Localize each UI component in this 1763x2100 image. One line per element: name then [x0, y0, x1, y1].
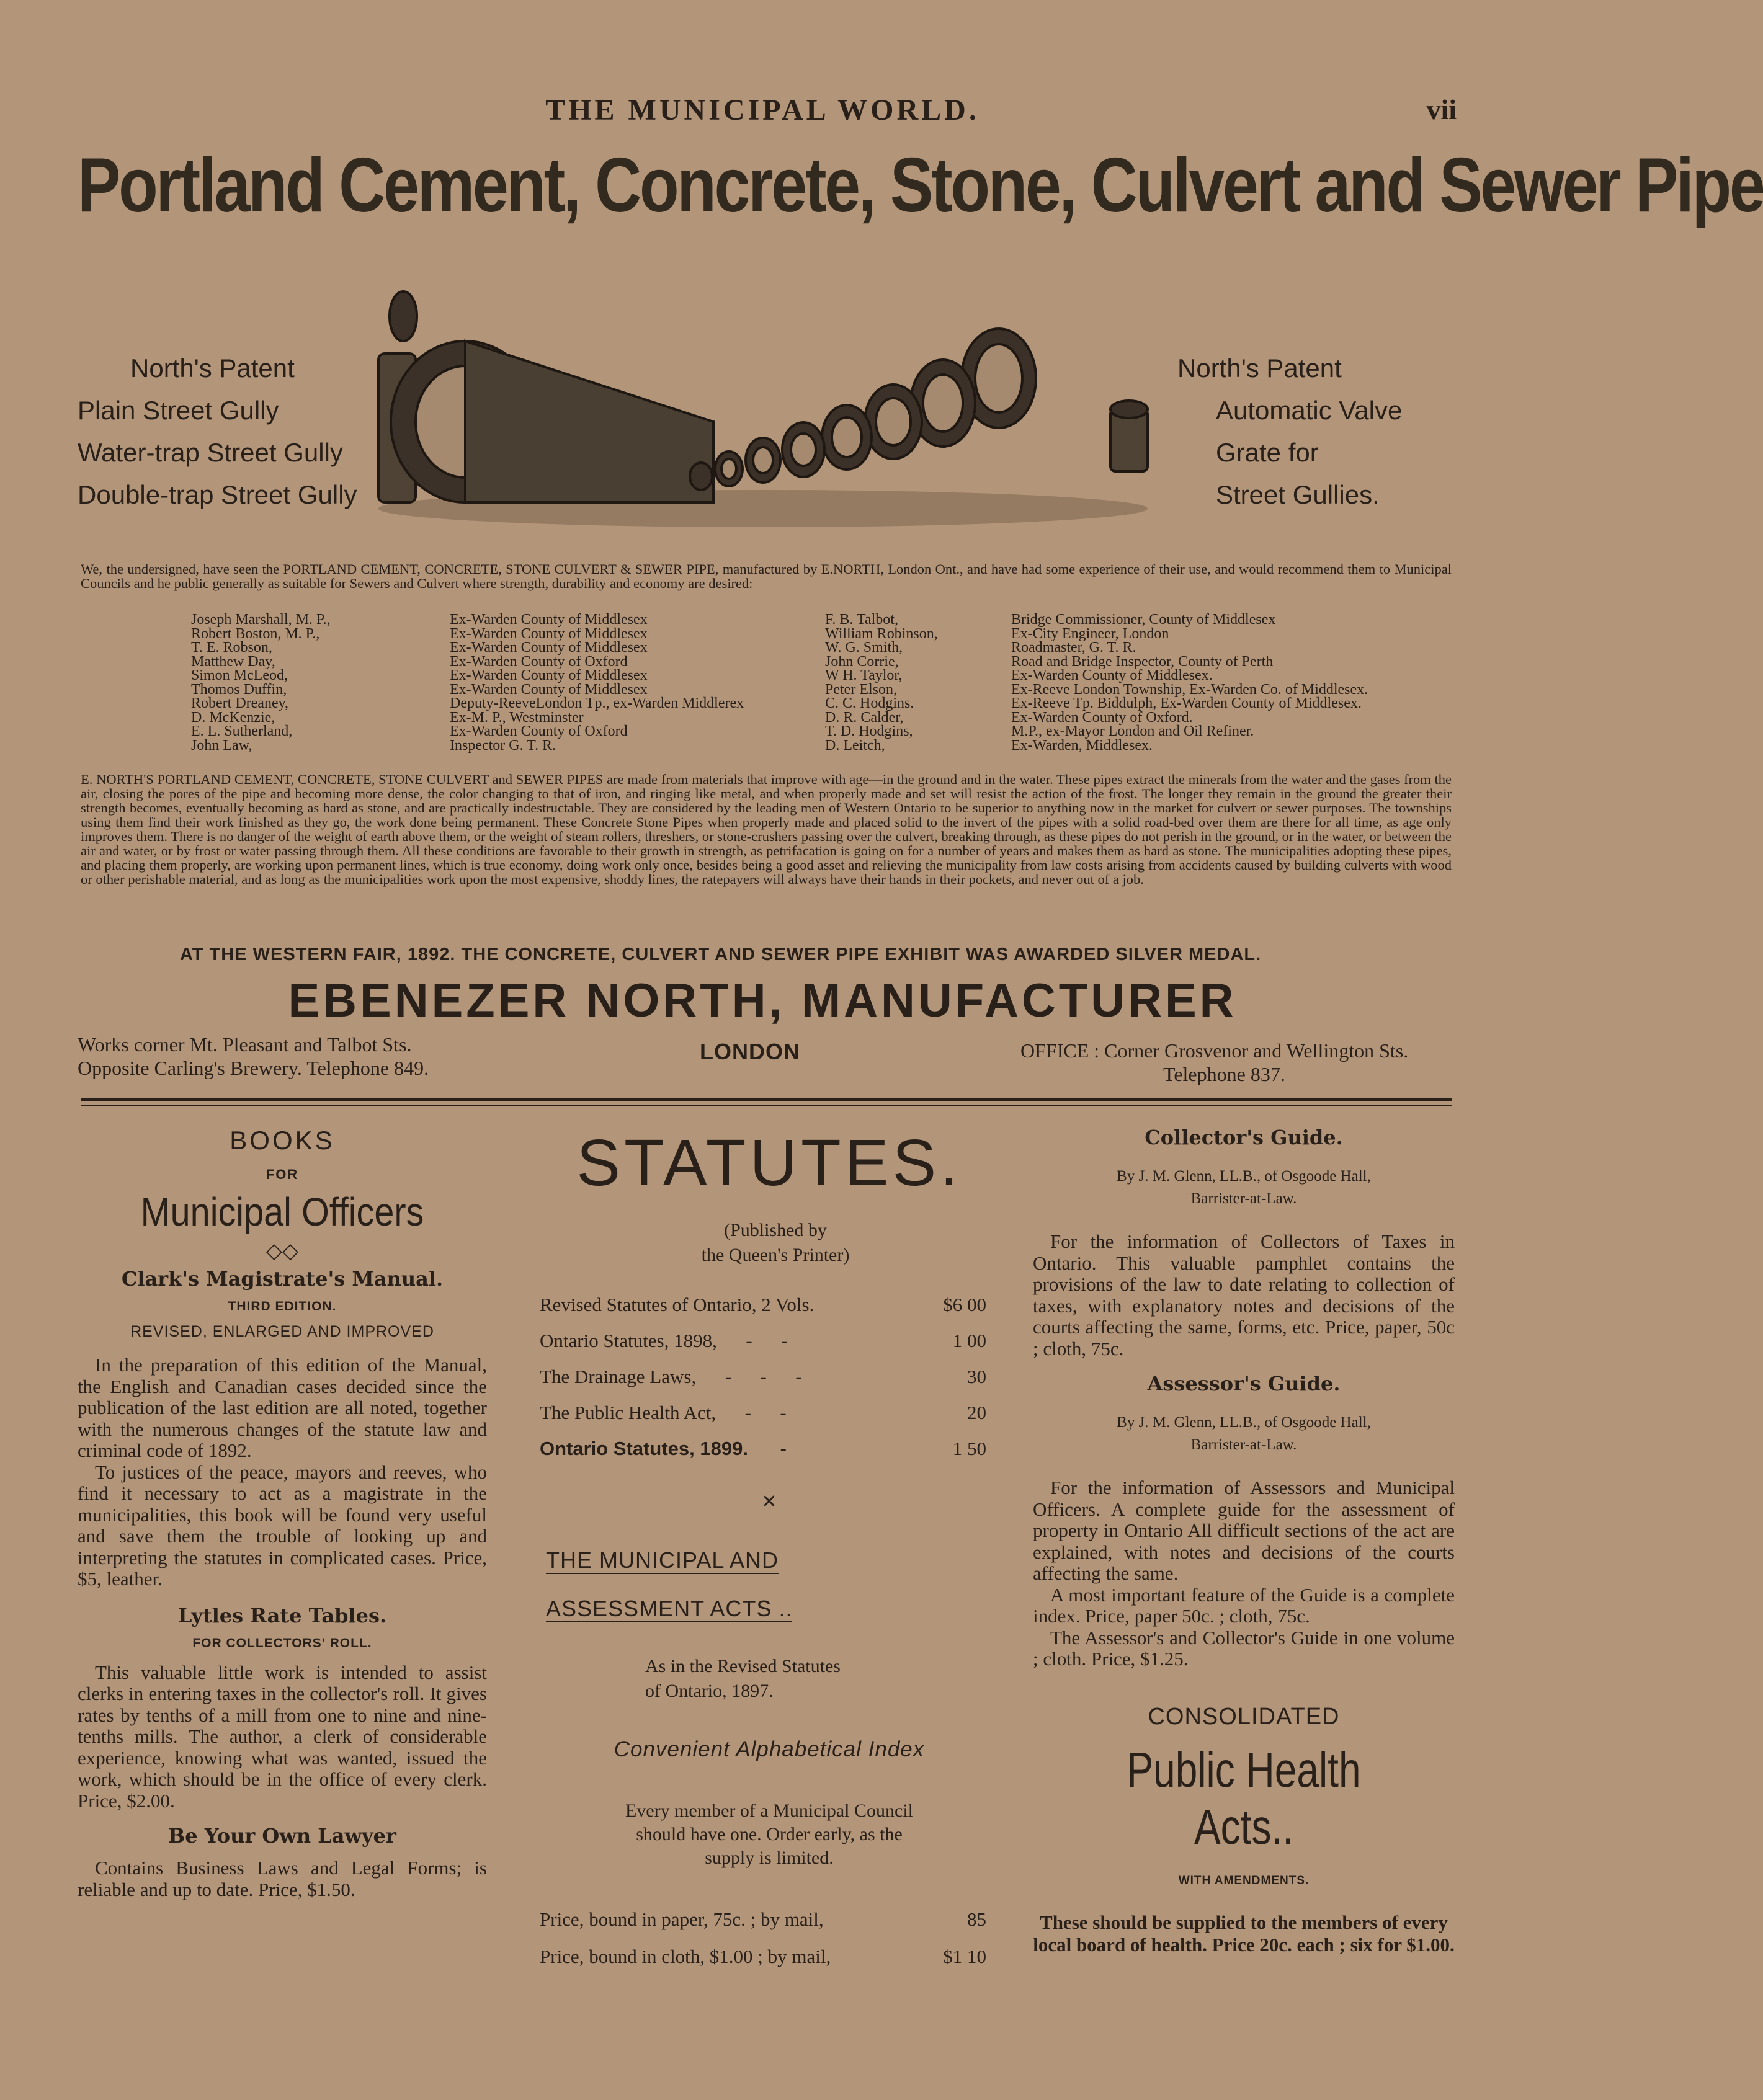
published-line: the Queen's Printer): [701, 1245, 850, 1265]
statutes-heading: STATUTES.: [576, 1126, 962, 1199]
left-product-item: North's Patent: [130, 354, 295, 383]
lytles-subtitle: FOR COLLECTORS' ROLL.: [192, 1635, 372, 1650]
price-row: [540, 1438, 986, 1474]
clark-manual-title: Clark's Magistrate's Manual.: [121, 1267, 444, 1291]
books-heading: BOOKS: [230, 1126, 335, 1155]
author-line: By J. M. Glenn, LL.B., of Osgoode Hall,: [1117, 1414, 1371, 1431]
price-value: 85: [967, 1908, 986, 1930]
signer-names-2: [825, 613, 938, 752]
signer-name: C. C. Hodgins.: [825, 695, 914, 711]
municipal-acts-heading: [540, 1536, 999, 1633]
signer-names-1: [191, 613, 331, 752]
signer-titles-2: [1011, 613, 1368, 752]
clark-edition: THIRD EDITION.: [228, 1299, 337, 1314]
left-product-item: Plain Street Gully: [78, 396, 279, 425]
ad-headline: Portland Cement, Concrete, Stone, Culvert and Sewer Pipe: [78, 143, 1763, 228]
signer-title: Ex-Warden, Middlesex.: [1011, 737, 1153, 754]
member-line: supply is limited.: [705, 1848, 834, 1868]
endorsement-intro: We, the undersigned, have seen the PORTLAND CEMENT, CONCRETE, STONE CULVERT & SEWER PIPE, manufactured by E.NORTH, London Ont., and have had some experience of their use, and would recommend them to Municipal Councils and he public generally as suitable for Sewers and Culvert where strength, durability and economy are desired:: [81, 561, 1452, 591]
signer-title: Deputy-ReeveLondon Tp., ex-Warden Middlerex: [450, 695, 744, 711]
page-number: vii: [1426, 94, 1457, 125]
price-item: The Public Health Act, - -: [540, 1402, 787, 1423]
consolidated-heading: CONSOLIDATED: [1148, 1703, 1340, 1730]
price-value: 1 00: [952, 1330, 986, 1351]
clark-paragraph: To justices of the peace, mayors and reeves, who find it necessary to act as a magistrate in the municipalities, this book will be found very useful and save them the trouble of looking up and interpreting the statutes in complicated cases. Price, $5, leather.: [78, 1461, 487, 1590]
city-label: LONDON: [700, 1039, 800, 1064]
member-line: should have one. Order early, as the: [636, 1824, 903, 1844]
signer-title: Ex-Warden County of Oxford.: [1011, 709, 1193, 726]
separator-ornament: ✕: [761, 1492, 777, 1512]
signer-name: Simon McLeod,: [191, 667, 288, 683]
price-row: [540, 1294, 986, 1330]
price-value: 30: [967, 1366, 986, 1387]
published-line: (Published by: [724, 1220, 827, 1240]
pipes-engraving: [366, 298, 1172, 533]
left-product-item: Double-trap Street Gully: [78, 480, 357, 509]
signer-name: Joseph Marshall, M. P.,: [191, 612, 331, 628]
collector-guide-title: Collector's Guide.: [1145, 1126, 1343, 1149]
signer-name: D. Leitch,: [825, 737, 885, 754]
author-line: Barrister-at-Law.: [1190, 1190, 1297, 1207]
signer-name: T. D. Hodgins,: [825, 723, 913, 739]
signer-title: Bridge Commissioner, County of Middlesex: [1011, 612, 1276, 628]
works-line: Works corner Mt. Pleasant and Talbot Sts.: [78, 1033, 412, 1056]
signer-title: Ex-Warden County of Middlesex.: [1011, 667, 1213, 683]
signer-title: Ex-Warden County of Oxford: [450, 723, 628, 739]
office-telephone: Telephone 837.: [1163, 1063, 1285, 1085]
price-item: Revised Statutes of Ontario, 2 Vols.: [540, 1294, 815, 1315]
masthead: THE MUNICIPAL WORLD.: [545, 94, 980, 127]
signer-title: Ex-Reeve Tp. Biddulph, Ex-Warden County of Middlesex.: [1011, 695, 1362, 711]
signer-name: W. G. Smith,: [825, 639, 903, 656]
price-value: $6 00: [943, 1294, 986, 1315]
signer-title: Ex-Warden County of Oxford: [450, 653, 628, 670]
office-address: [1020, 1039, 1408, 1086]
acts-line: THE MUNICIPAL AND: [546, 1547, 779, 1573]
assessor-paragraph: A most important feature of the Guide is a complete index. Price, paper 50c. ; cloth, 75c.: [1033, 1583, 1455, 1627]
price-value: $1 10: [943, 1946, 986, 1967]
public-health-acts-heading: Public Health Acts..: [1127, 1742, 1361, 1854]
signer-title: Inspector G. T. R.: [450, 737, 556, 754]
signer-name: Thomos Duffin,: [191, 681, 287, 698]
price-item: Ontario Statutes, 1899. -: [540, 1438, 787, 1459]
signer-name: Matthew Day,: [191, 653, 275, 670]
books-for: FOR: [266, 1167, 299, 1182]
statutes-price-list: [540, 1294, 986, 1474]
assessor-paragraph: For the information of Assessors and Municipal Officers. A complete guide for the assessment of property in Ontario All difficult sections of the act are explained, with notes and decisions of the courts affecting the same.: [1033, 1477, 1455, 1584]
revised-statutes-note: [540, 1654, 999, 1704]
award-notice: AT THE WESTERN FAIR, 1892. THE CONCRETE, CULVERT AND SEWER PIPE EXHIBIT WAS AWARDED SILVER MEDAL.: [180, 945, 1262, 964]
price-row: [540, 1366, 986, 1402]
signer-title: Ex-M. P., Westminster: [450, 709, 584, 726]
assessor-author: [1033, 1412, 1455, 1456]
guides-column: [1033, 1126, 1455, 1956]
right-product-item: Grate for: [1216, 438, 1319, 467]
works-address: [78, 1033, 429, 1080]
published-by: [540, 1218, 999, 1268]
clark-paragraph: In the preparation of this edition of the Manual, the English and Canadian cases decided since the publication of the last edition are all noted, together with the numerous changes of the statute law and criminal code of 1892.: [78, 1354, 487, 1461]
signer-name: E. L. Sutherland,: [191, 723, 293, 739]
signer-name: D. McKenzie,: [191, 709, 275, 726]
price-row: [540, 1901, 986, 1938]
lytles-paragraph: This valuable little work is intended to assist clerks in entering taxes in the collector's roll. It gives rates by tenths of a mill from one to nine and nine-tenths mills. The author, a clerk of considerable experience, knowing what was wanted, issued the work, which should be in the office of every clerk. Price, $2.00.: [78, 1661, 487, 1812]
product-description: E. NORTH'S PORTLAND CEMENT, CONCRETE, STONE CULVERT and SEWER PIPES are made from materials that improve with age—in the ground and in the water. These pipes extract the minerals from the water and the gases from the air, closing the pores of the pipe and becoming more dense, the color changing to that of iron, and ringing like metal, and when properly made and set will resist the action of the frost. The longer they remain in the ground the greater their strength becomes, eventually becoming as hard as stone, and are practically indestructable. They are considered by the leading men of Western Ontario to be superior to anything now in the market for culvert or sewer purposes. The townships using them find their work finished as they go, the work done being permanent. These Concrete Stone Pipes when properly made and placed solid to the invert of the pipes with a solid road-bed over them are there for all time, as age only improves them. There is no danger of the weight of earth above them, or the weight of steam rollers, threshers, or stone-crushers passing over the culvert, breaking through, as these pipes do not perish in the ground, or in the water, or between the air and water, or by frost or water passing through them. All these conditions are favorable to their growth in strength, as petrifacation is going on for a number of years and makes them as hard as stone. The municipalities adopting these pipes, and placing them properly, are working upon permanent lines, which is true economy, doing work only once, besides being a good asset and relieving the municipality from law costs arising from accidents caused by building culverts with wood or other perishable material, and as long as the municipalities work upon the most expensive, shoddy lines, the ratepayers will always have their hands in their pockets, and never out of a job.: [81, 772, 1452, 887]
signer-name: Robert Boston, M. P.,: [191, 625, 320, 642]
collector-author: [1033, 1165, 1455, 1210]
right-product-item: Automatic Valve: [1216, 396, 1403, 425]
acts-line: ASSESSMENT ACTS ..: [546, 1596, 793, 1621]
signer-name: T. E. Robson,: [191, 639, 272, 656]
amendments-label: WITH AMENDMENTS.: [1178, 1874, 1310, 1887]
clark-revised: REVISED, ENLARGED AND IMPROVED: [130, 1323, 434, 1340]
lytles-title: Lytles Rate Tables.: [177, 1603, 387, 1627]
signer-title: Ex-Reeve London Township, Ex-Warden Co. of Middlesex.: [1011, 681, 1368, 698]
signer-name: F. B. Talbot,: [825, 612, 898, 628]
signer-name: William Robinson,: [825, 625, 938, 642]
signer-name: Robert Dreaney,: [191, 695, 289, 711]
manufacturer-name: EBENEZER NORTH, MANUFACTURER: [288, 974, 1237, 1027]
lawyer-paragraph: Contains Business Laws and Legal Forms; is reliable and up to date. Price, $1.50.: [78, 1857, 487, 1900]
signer-name: W H. Taylor,: [825, 667, 903, 683]
lawyer-title: Be Your Own Lawyer: [168, 1824, 396, 1848]
collector-paragraph: For the information of Collectors of Taxes in Ontario. This valuable pamphlet contains the provisions of the law to date relating to collection of taxes, with explanatory notes and decisions of the courts affecting the same, forms, etc. Price, paper, 50c ; cloth, 75c.: [1033, 1230, 1455, 1359]
signer-title: M.P., ex-Mayor London and Oil Refiner.: [1011, 723, 1254, 739]
right-product-item: Street Gullies.: [1216, 480, 1380, 509]
alphabetical-index: Convenient Alphabetical Index: [614, 1737, 925, 1761]
price-row: [540, 1938, 986, 1975]
signer-title: Ex-Warden County of Middlesex: [450, 625, 648, 642]
signer-title: Ex-Warden County of Middlesex: [450, 612, 648, 628]
section-rule: [81, 1098, 1452, 1101]
price-item: Ontario Statutes, 1898, - -: [540, 1330, 788, 1351]
signer-name: Peter Elson,: [825, 681, 897, 698]
signer-name: D. R. Calder,: [825, 709, 904, 726]
books-column: [78, 1126, 487, 1900]
price-row: [540, 1330, 986, 1366]
section-rule-thin: [81, 1105, 1452, 1106]
municipal-officers-heading: Municipal Officers: [140, 1190, 424, 1234]
ornament: ◇◇: [266, 1240, 299, 1263]
office-line: OFFICE : Corner Grosvenor and Wellington Sts.: [1020, 1039, 1409, 1062]
assessor-guide-title: Assessor's Guide.: [1147, 1372, 1341, 1395]
left-product-list: [78, 347, 357, 516]
right-product-list: [1177, 347, 1402, 516]
signer-title: Ex-Warden County of Middlesex: [450, 639, 648, 656]
member-note: [540, 1799, 999, 1870]
price-value: 20: [967, 1402, 986, 1423]
price-item: Price, bound in cloth, $1.00 ; by mail,: [540, 1946, 831, 1967]
works-line: Opposite Carling's Brewery. Telephone 849.: [78, 1057, 429, 1079]
signer-name: John Corrie,: [825, 653, 899, 670]
revised-line: As in the Revised Statutes: [645, 1656, 841, 1676]
member-line: Every member of a Municipal Council: [625, 1800, 914, 1821]
public-health-paragraph: These should be supplied to the members of every local board of health. Price 20c. each ; six for $1.00.: [1033, 1911, 1455, 1955]
signer-title: Road and Bridge Inspector, County of Perth: [1011, 653, 1274, 670]
price-item: The Drainage Laws, - - -: [540, 1366, 802, 1387]
price-value: 1 50: [952, 1438, 986, 1459]
author-line: By J. M. Glenn, LL.B., of Osgoode Hall,: [1117, 1168, 1371, 1185]
price-item: Price, bound in paper, 75c. ; by mail,: [540, 1908, 824, 1930]
signer-title: Ex-Warden County of Middlesex: [450, 681, 648, 698]
signer-titles-1: [450, 613, 744, 752]
statutes-column: [540, 1126, 999, 1975]
left-product-item: Water-trap Street Gully: [78, 438, 343, 467]
signer-title: Roadmaster, G. T. R.: [1011, 639, 1136, 656]
assessor-paragraph: The Assessor's and Collector's Guide in one volume ; cloth. Price, $1.25.: [1033, 1626, 1455, 1670]
right-product-item: North's Patent: [1177, 354, 1342, 383]
signer-name: John Law,: [191, 737, 252, 754]
signer-title: Ex-City Engineer, London: [1011, 625, 1169, 642]
author-line: Barrister-at-Law.: [1190, 1436, 1297, 1453]
acts-prices: [540, 1901, 986, 1975]
revised-line: of Ontario, 1897.: [645, 1681, 774, 1701]
signer-title: Ex-Warden County of Middlesex: [450, 667, 648, 683]
price-row: [540, 1402, 986, 1438]
